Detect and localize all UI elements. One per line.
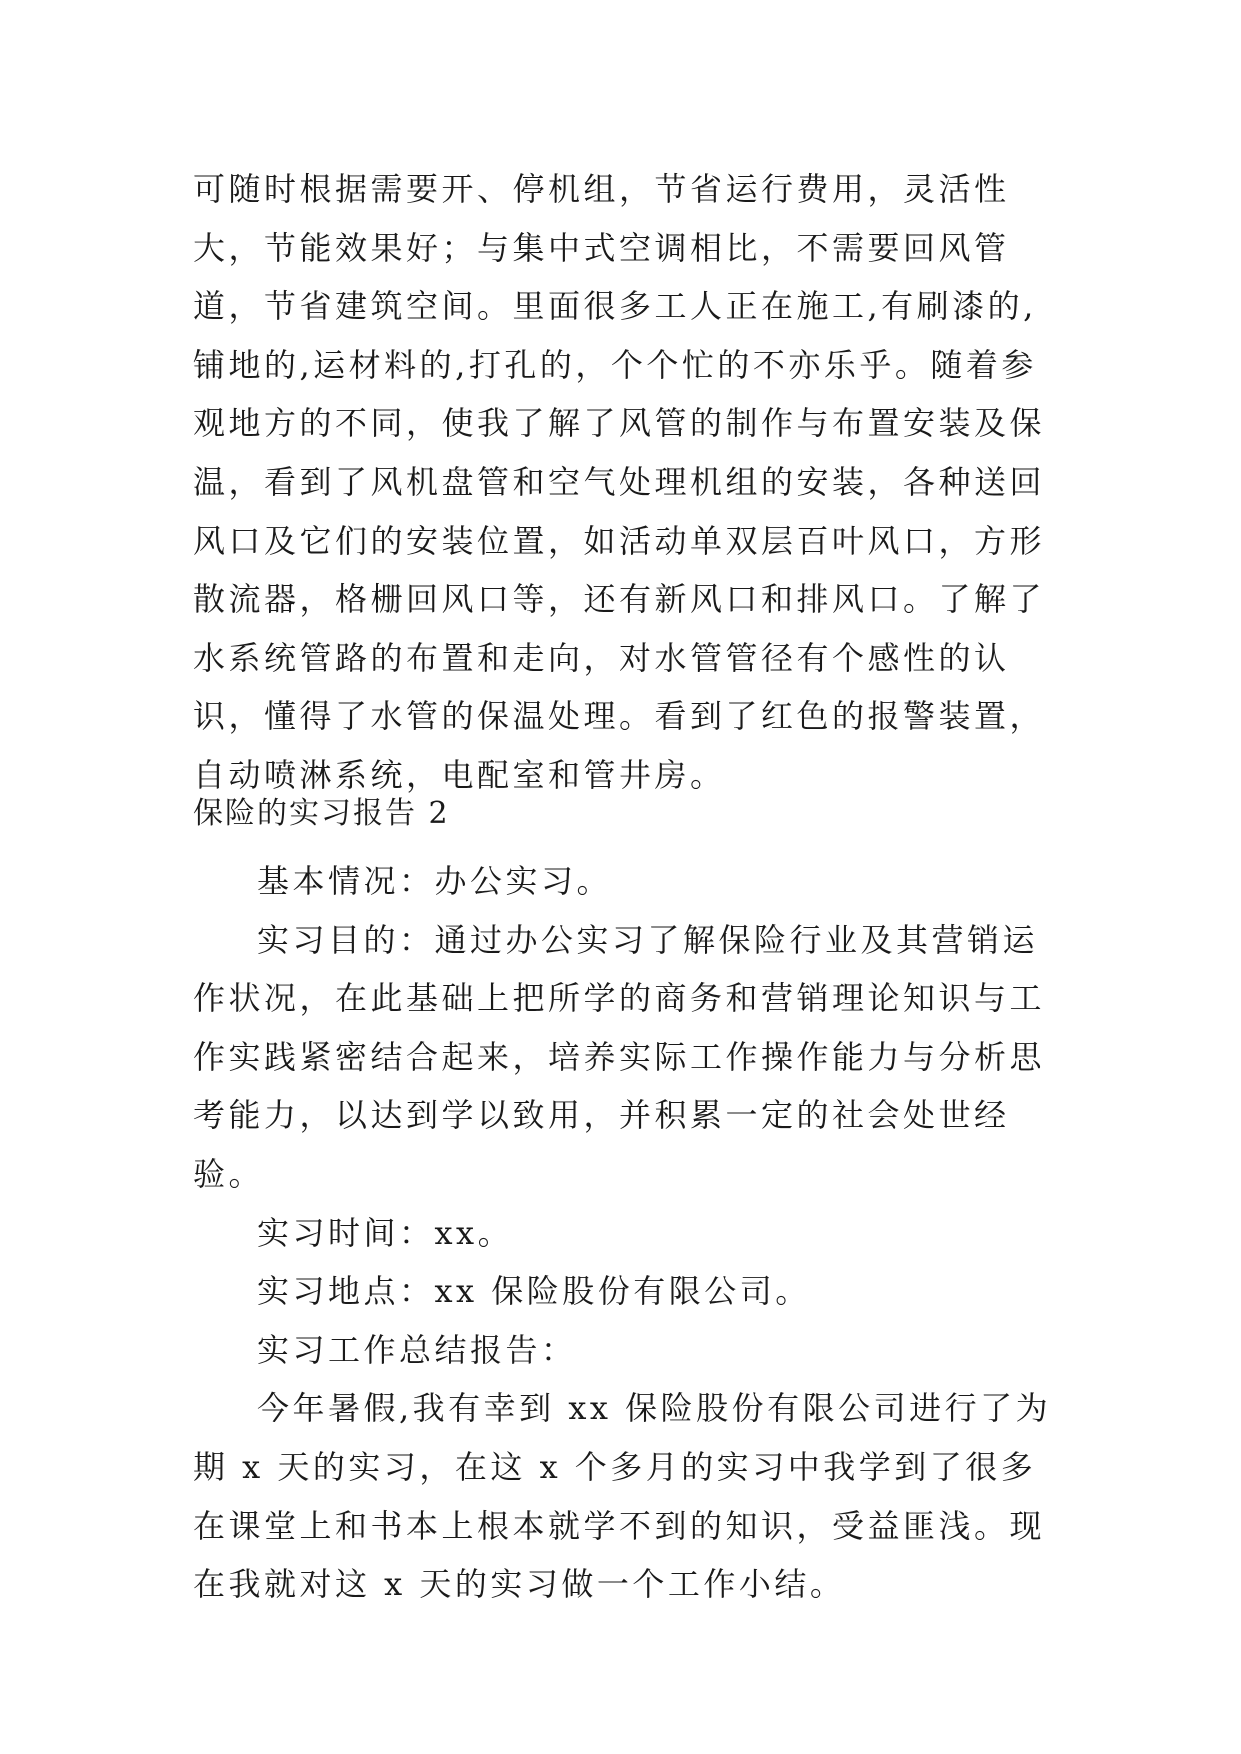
summary-paragraph: 今年暑假,我有幸到 xx 保险股份有限公司进行了为期 x 天的实习，在这 x 个多月的实习中我学到了很多在课堂上和书本上根本就学不到的知识，受益匪浅。现在我就对这 x 天的实习做一个工作小结。 <box>193 1389 1052 1604</box>
intro-paragraph: 可随时根据需要开、停机组，节省运行费用，灵活性大，节能效果好；与集中式空调相比，不需要回风管道，节省建筑空间。里面很多工人正在施工,有刷漆的,铺地的,运材料的,打孔的，个个忙的不亦乐乎。随着参观地方的不同，使我了解了风管的制作与布置安装及保温，看到了风机盘管和空气处理机组的安装，各种送回风口及它们的安装位置，如活动单双层百叶风口，方形散流器，格栅回风口等，还有新风口和排风口。了解了水系统管路的布置和走向，对水管管径有个感性的认识，懂得了水管的保温处理。看到了红色的报警装置，自动喷淋系统，电配室和管井房。 <box>193 170 1046 794</box>
purpose-paragraph: 实习目的：通过办公实习了解保险行业及其营销运作状况，在此基础上把所学的商务和营销理论知识与工作实践紧密结合起来，培养实际工作操作能力与分析思考能力，以达到学以致用，并积累一定的社会处世经验。 <box>193 920 1046 1193</box>
location-paragraph: 实习地点：xx 保险股份有限公司。 <box>257 1272 811 1311</box>
time-paragraph: 实习时间：xx。 <box>257 1213 514 1252</box>
summary-heading-paragraph: 实习工作总结报告： <box>257 1330 577 1369</box>
report-body <box>193 852 1065 1614</box>
basic-info-paragraph: 基本情况：办公实习。 <box>257 862 613 900</box>
section-title: 保险的实习报告 2 <box>193 796 450 831</box>
intro-text <box>193 160 1065 805</box>
